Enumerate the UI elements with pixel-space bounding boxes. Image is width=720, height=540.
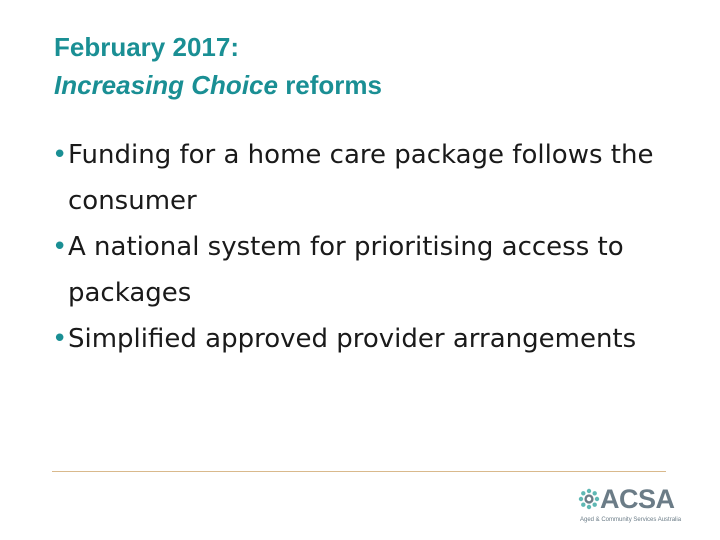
logo-tagline: Aged & Community Services Australia	[580, 517, 682, 523]
title-line-2-rest: reforms	[277, 70, 383, 100]
title-emphasis: Increasing Choice	[54, 70, 278, 100]
title-line-1: February 2017:	[54, 32, 239, 62]
bullet-marker: •	[52, 324, 68, 354]
bullet-list	[52, 132, 692, 362]
title-line-2	[54, 66, 674, 104]
gear-icon	[578, 488, 600, 510]
bullet-text: Simplified approved provider arrangements	[68, 324, 637, 354]
logo-wordmark: ACSA	[600, 484, 675, 514]
bullet-item	[52, 316, 692, 362]
bullet-text: Funding for a home care package follows the consumer	[68, 140, 654, 216]
bullet-item	[52, 224, 692, 316]
slide-title	[54, 28, 674, 104]
bullet-marker: •	[52, 140, 68, 170]
footer-divider	[52, 471, 666, 472]
bullet-marker: •	[52, 232, 68, 262]
acsa-logo	[578, 484, 682, 530]
bullet-item	[52, 132, 692, 224]
bullet-text: A national system for prioritising access to packages	[68, 232, 624, 308]
